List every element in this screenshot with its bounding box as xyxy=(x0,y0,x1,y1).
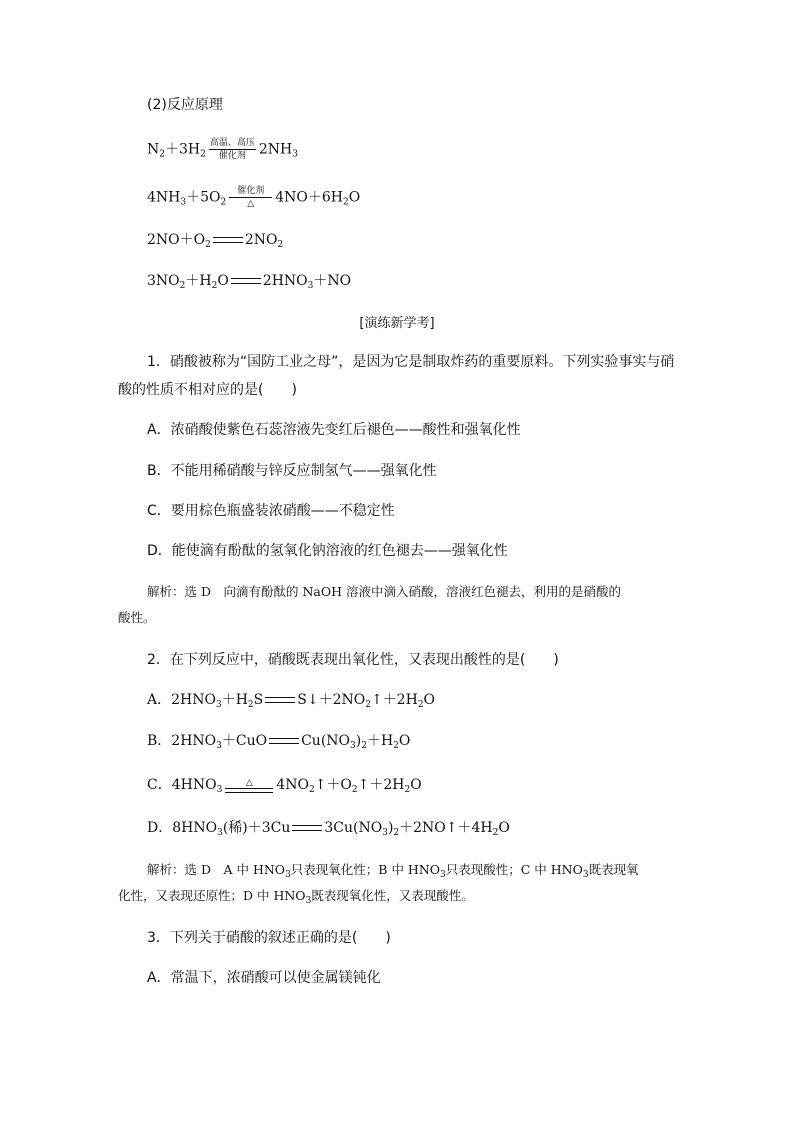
q1-stem-line2: 酸的性质不相对应的是( ) xyxy=(118,382,297,398)
heat-condition: △ xyxy=(225,778,273,793)
reaction-3: $2NO+O_2$ $2NO_2$ xyxy=(147,232,284,250)
q3-option-a: A．常温下，浓硝酸可以使金属镁钝化 xyxy=(147,970,381,986)
equals-sign xyxy=(213,237,243,243)
equals-sign xyxy=(265,697,295,703)
q1-analysis-line2: 酸性。 xyxy=(118,610,156,625)
reaction-4: $3NO_2+H_2O$ $2HNO_3+NO$ xyxy=(147,273,352,291)
q1-option-d: D．能使滴有酚酞的氢氧化钠溶液的红色褪去——强氧化性 xyxy=(147,543,508,559)
q1-option-b: B．不能用稀硝酸与锌反应制氢气——强氧化性 xyxy=(147,463,437,479)
reaction-1: $N_2+3H_2$ 高温、高压 催化剂 $2NH_3$ xyxy=(147,138,298,161)
equals-sign xyxy=(231,278,261,284)
q2-option-c: C．$4HNO_3$ △ $4NO_2↑+O_2↑+2H_2O$ xyxy=(147,777,422,795)
reaction-2: $4NH_3+5O_2$ 催化剂 △ $4NO+6H_2O$ xyxy=(147,186,361,209)
practice-title: [演练新学考] xyxy=(359,316,435,331)
q2-option-b: B．$2HNO_3+CuO$ $Cu(NO_3)_2+H_2O$ xyxy=(147,733,411,751)
equals-sign xyxy=(292,825,322,831)
q1-option-a: A．浓硝酸使紫色石蕊溶液先变红后褪色——酸性和强氧化性 xyxy=(147,422,521,438)
q2-option-d: D．$8HNO_3$(稀)＋3Cu $3Cu(NO_3)_2+2NO↑+4H_2O$ xyxy=(147,820,510,838)
q2-stem: 2．在下列反应中，硝酸既表现出氧化性，又表现出酸性的是( ) xyxy=(147,652,559,668)
q1-option-c: C．要用棕色瓶盛装浓硝酸——不稳定性 xyxy=(147,503,395,519)
reaction-condition: 催化剂 △ xyxy=(229,186,272,209)
q1-stem-line1: 1．硝酸被称为“国防工业之母”，是因为它是制取炸药的重要原料。下列实验事实与硝 xyxy=(147,354,675,370)
equals-sign xyxy=(269,738,299,744)
q2-analysis-line1: 解析：选 D A 中 $HNO_3$只表现氧化性；B 中 $HNO_3$只表现酸性；C 中 $HNO_3$既表现氧 xyxy=(147,862,639,880)
q1-analysis-line1: 解析：选 D 向滴有酚酞的 NaOH 溶液中滴入硝酸，溶液红色褪去，利用的是硝酸的 xyxy=(147,584,621,599)
section-heading: (2)反应原理 xyxy=(147,97,223,113)
reaction-condition: 高温、高压 催化剂 xyxy=(209,138,255,161)
q3-stem: 3．下列关于硝酸的叙述正确的是( ) xyxy=(147,930,391,946)
q2-analysis-line2: 化性，又表现还原性；D 中 $HNO_3$既表现氧化性，又表现酸性。 xyxy=(118,888,474,906)
q2-option-a: A．$2HNO_3+H_2S$ $S↓+2NO_2↑+2H_2O$ xyxy=(147,692,436,710)
